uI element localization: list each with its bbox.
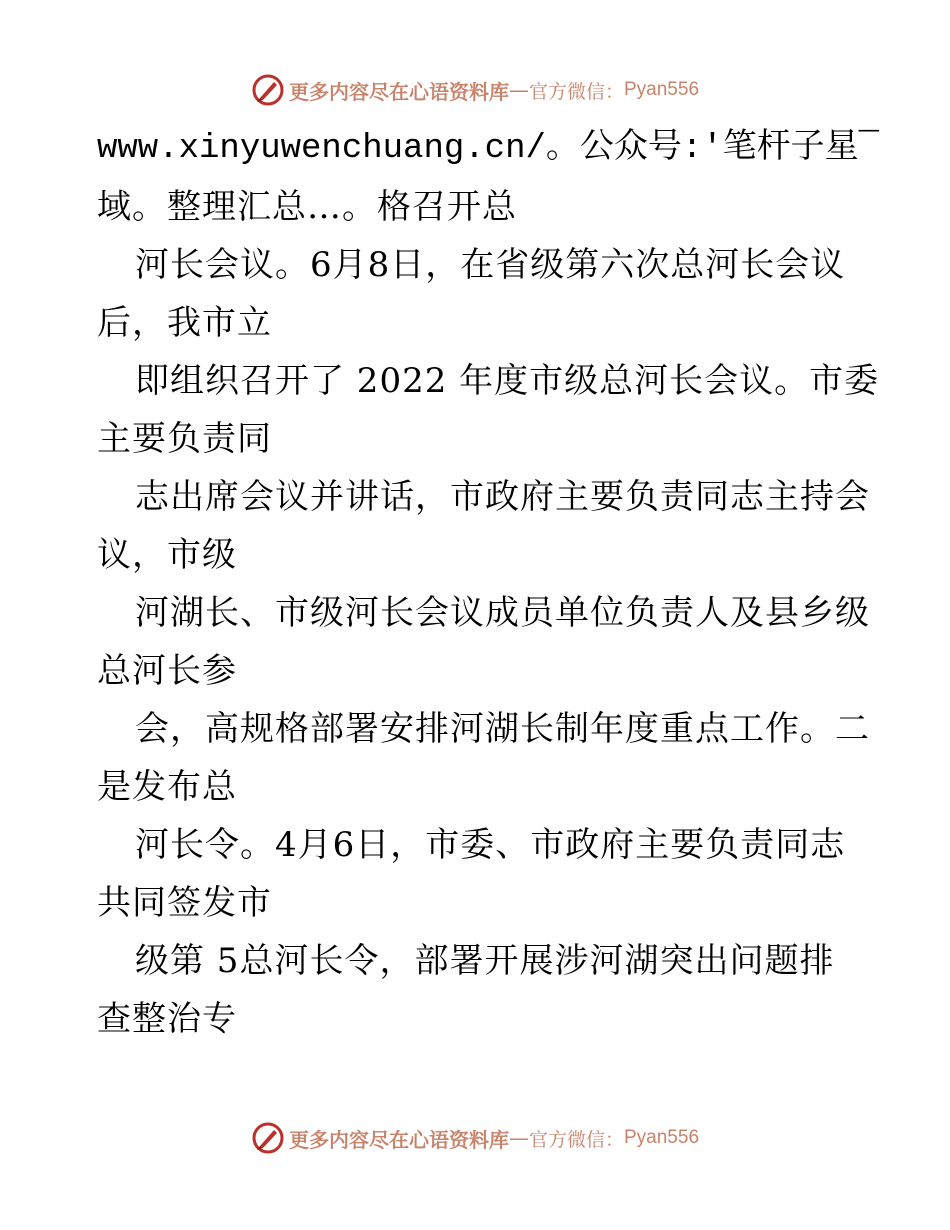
- body-line: 即组织召开了 2022 年度市级总河长会议。市委: [135, 361, 880, 401]
- body-line: 是发布总: [97, 767, 237, 807]
- quill-logo-icon: [251, 73, 285, 107]
- body-line: 主要负责同: [97, 419, 272, 459]
- footer-banner-wechat: 官方微信：: [528, 1128, 624, 1151]
- body-line: 河长会议。6月8日，在省级第六次总河长会议: [135, 245, 846, 285]
- document-body: [97, 120, 880, 1048]
- body-line: 总河长参: [97, 651, 237, 691]
- body-line: 会，高规格部署安排河湖长制年度重点工作。二: [135, 709, 870, 749]
- header-banner-main: 更多内容尽在心语资料库: [288, 79, 509, 104]
- header-banner-id: Pyan556: [624, 79, 700, 100]
- page-footer: [0, 1118, 950, 1158]
- body-line: 议，市级: [97, 535, 237, 575]
- header-banner-wechat: 官方微信：: [528, 80, 624, 103]
- body-line: 共同签发市: [97, 883, 272, 923]
- body-line: 后，我市立: [97, 303, 272, 343]
- page-header: [0, 70, 950, 110]
- body-line: 查整治专: [97, 999, 237, 1039]
- footer-banner: [251, 1121, 699, 1155]
- body-line: www.xinyuwenchuang.cn/。公众号:′笔杆子星¯: [97, 130, 880, 168]
- footer-banner-dash: —: [508, 1126, 529, 1150]
- body-line: 级第 5总河长令，部署开展涉河湖突出问题排: [135, 941, 835, 981]
- header-banner: [251, 73, 699, 107]
- body-line: 河长令。4月6日，市委、市政府主要负责同志: [135, 825, 846, 865]
- footer-banner-id: Pyan556: [624, 1127, 700, 1148]
- body-line: 域。整理汇总…。格召开总: [97, 187, 517, 227]
- quill-logo-icon: [251, 1121, 285, 1155]
- footer-banner-main: 更多内容尽在心语资料库: [288, 1127, 509, 1152]
- body-line: 河湖长、市级河长会议成员单位负责人及县乡级: [135, 593, 870, 633]
- header-banner-dash: —: [508, 78, 529, 102]
- body-line: 志出席会议并讲话，市政府主要负责同志主持会: [135, 477, 870, 517]
